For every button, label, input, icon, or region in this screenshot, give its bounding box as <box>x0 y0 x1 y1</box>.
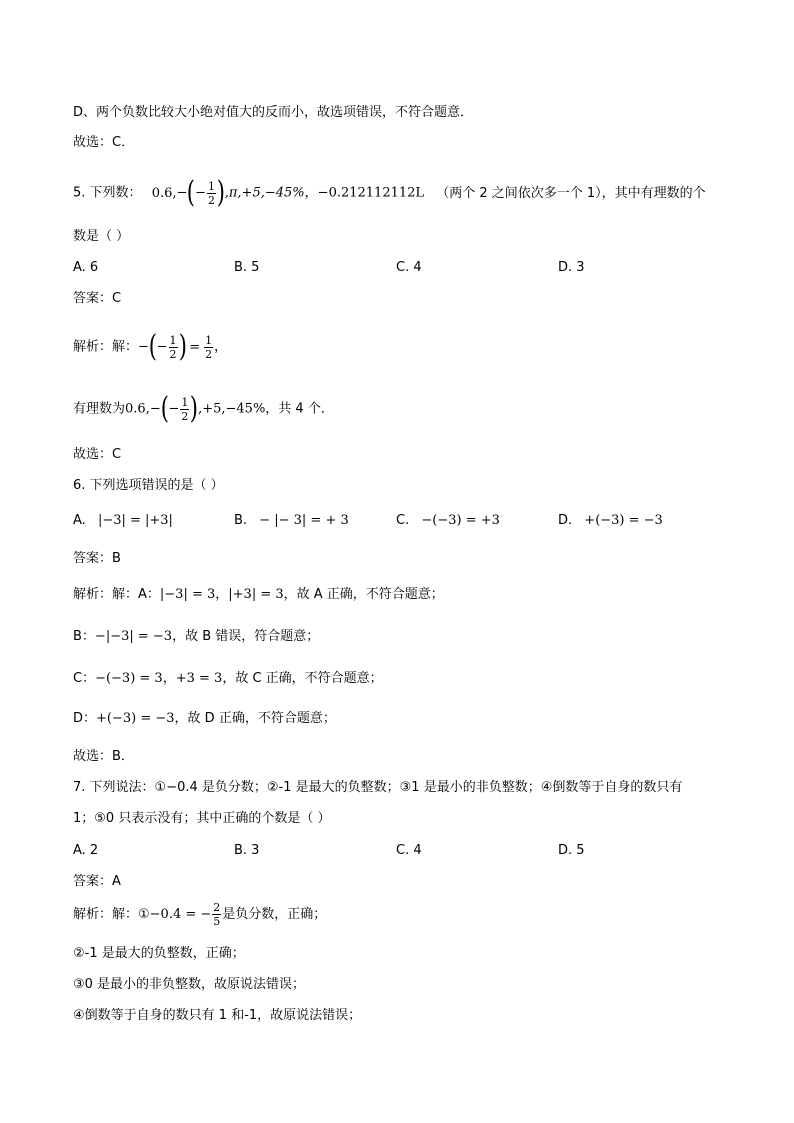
q6-c-math2: +3 = 3 <box>175 671 223 686</box>
q5-fraction-numerator: 1 <box>208 179 216 193</box>
q5-option-d: D. 3 <box>558 260 585 275</box>
q5-a-inner-minus: − <box>156 339 168 355</box>
q6-analysis-b <box>73 628 319 646</box>
q5-r-rest: ,+5,−45% <box>198 401 266 417</box>
q6-c-prefix: C： <box>73 671 96 686</box>
q5-r-inner-minus: − <box>168 401 180 417</box>
q5-r-right-paren: ) <box>190 391 199 426</box>
q7-option-b: B. 3 <box>234 843 260 858</box>
q7-a1-denominator: 5 <box>213 915 221 928</box>
q5-a-right-paren: ) <box>178 329 187 364</box>
q6-option-c <box>396 512 500 530</box>
q6-answer: 答案：B <box>73 551 121 566</box>
q7-a1-end: 是负分数，正确； <box>222 907 327 922</box>
question-5-prefix: 5. 下列数： <box>73 185 142 201</box>
q7-option-d: D. 5 <box>558 843 585 858</box>
q5-analysis-prefix: 解析：解： <box>73 339 139 355</box>
question-7-line1: 7. 下列说法：①−0.4 是负分数；②-1 是最大的负整数；③1 是最小的非负整数；④倒数等于自身的数只有 <box>73 780 683 795</box>
q6-choose: 故选：B． <box>73 749 134 764</box>
q7-option-c: C. 4 <box>396 843 422 858</box>
q6-a-end: ，故 A 正确，不符合题意； <box>283 587 444 602</box>
q6-option-c-label: C. <box>396 513 410 528</box>
q6-b-math: −|−3| = −3 <box>94 629 173 644</box>
choose-c: 故选：C． <box>73 135 135 150</box>
question-7-line2: 1；⑤0 只表示没有；其中正确的个数是（ ） <box>73 811 331 826</box>
q7-a1-fraction <box>212 901 221 928</box>
q6-option-a-expr: |−3| = |+3| <box>97 513 173 528</box>
q6-d-prefix: D： <box>73 711 97 726</box>
q6-option-d-label: D. <box>558 513 573 528</box>
q5-inner-minus: − <box>195 185 207 201</box>
q6-d-math: +(−3) = −3 <box>96 711 175 726</box>
q6-c-end: ，故 C 正确，不符合题意； <box>222 671 383 686</box>
q5-rational-list <box>73 391 334 426</box>
q5-option-c: C. 4 <box>396 260 422 275</box>
q7-analysis-1 <box>73 900 326 930</box>
q5-r-fraction-denominator: 2 <box>181 409 189 423</box>
q5-a-result-denominator: 2 <box>205 347 213 361</box>
q5-separator: ， <box>304 185 318 201</box>
q5-analysis <box>73 329 228 364</box>
q6-option-a-label: A. <box>73 513 86 528</box>
q7-analysis-2: ②-1 是最大的负整数，正确； <box>73 946 245 961</box>
q5-rational-prefix: 有理数为 <box>73 401 126 417</box>
question-5-continued: 数是（ ） <box>73 229 130 244</box>
q6-option-b <box>234 512 349 530</box>
q5-a-fraction-numerator: 1 <box>169 333 177 347</box>
q5-fraction-denominator: 2 <box>208 193 216 207</box>
q5-choose: 故选：C <box>73 447 122 462</box>
q6-option-d <box>558 512 663 530</box>
q5-a-result-fraction <box>204 334 213 361</box>
q5-right-paren: ) <box>216 175 225 210</box>
q6-option-b-expr: − |− 3| = + 3 <box>259 513 349 528</box>
q5-fraction <box>207 180 216 207</box>
q6-option-c-expr: −(−3) = +3 <box>421 513 500 528</box>
q5-option-a: A. 6 <box>73 260 99 275</box>
q5-r-minus: − <box>149 401 161 417</box>
q5-r-num1: 0.6, <box>125 401 150 417</box>
q5-a-end: ， <box>214 339 228 355</box>
q5-a-minus: − <box>138 339 149 355</box>
q6-a-prefix: 解析：解：A： <box>73 587 160 602</box>
q5-answer: 答案：C <box>73 291 122 306</box>
q5-a-result-numerator: 1 <box>205 333 213 347</box>
q6-analysis-a <box>73 586 444 604</box>
q6-a-sep: ， <box>215 587 229 602</box>
q5-left-paren: ( <box>187 175 196 210</box>
q5-num1: 0.6, <box>151 185 177 201</box>
q6-a-math1: |−3| = 3 <box>159 587 216 602</box>
q6-d-end: ，故 D 正确，不符合题意； <box>174 711 336 726</box>
question-6: 6. 下列选项错误的是（ ） <box>73 478 224 493</box>
q5-decimal: −0.212112112L <box>317 185 425 201</box>
q6-analysis-c <box>73 670 383 688</box>
q7-option-a: A. 2 <box>73 843 99 858</box>
q5-a-fraction <box>169 334 178 361</box>
question-5 <box>73 175 706 210</box>
q5-note: （两个 2 之间依次多一个 1），其中有理数的个 <box>436 185 706 201</box>
q6-analysis-d <box>73 710 336 728</box>
q6-option-b-label: B. <box>234 513 248 528</box>
q5-option-b: B. 5 <box>234 260 260 275</box>
q6-option-d-expr: +(−3) = −3 <box>584 513 663 528</box>
q5-r-end: ，共 4 个． <box>265 401 334 417</box>
q6-c-math1: −(−3) = 3 <box>95 671 163 686</box>
q5-minus: − <box>176 185 188 201</box>
q6-option-a <box>73 512 173 530</box>
option-d-explanation: D、两个负数比较大小绝对值大的反而小，故选项错误，不符合题意． <box>73 105 474 120</box>
q5-r-left-paren: ( <box>160 391 169 426</box>
q6-b-end: ，故 B 错误，符合题意； <box>172 629 320 644</box>
q6-a-math2: |+3| = 3 <box>228 587 284 602</box>
q7-analysis-4: ④倒数等于自身的数只有 1 和-1，故原说法错误； <box>73 1008 362 1023</box>
q7-analysis-3: ③0 是最小的非负整数，故原说法错误； <box>73 977 306 992</box>
q6-b-prefix: B： <box>73 629 95 644</box>
q6-c-sep: ， <box>162 671 176 686</box>
q5-a-equals: = <box>189 339 201 355</box>
q7-a1-math: −0.4 = − <box>149 907 212 922</box>
q5-a-fraction-denominator: 2 <box>169 347 177 361</box>
q5-r-fraction-numerator: 1 <box>181 395 189 409</box>
q5-r-fraction <box>180 396 189 423</box>
q5-a-left-paren: ( <box>148 329 157 364</box>
q7-a1-numerator: 2 <box>213 901 221 914</box>
q7-a1-prefix: 解析：解：① <box>73 907 150 922</box>
q7-answer: 答案：A <box>73 874 121 889</box>
q5-rest: ,π,+5,−45% <box>224 185 305 201</box>
